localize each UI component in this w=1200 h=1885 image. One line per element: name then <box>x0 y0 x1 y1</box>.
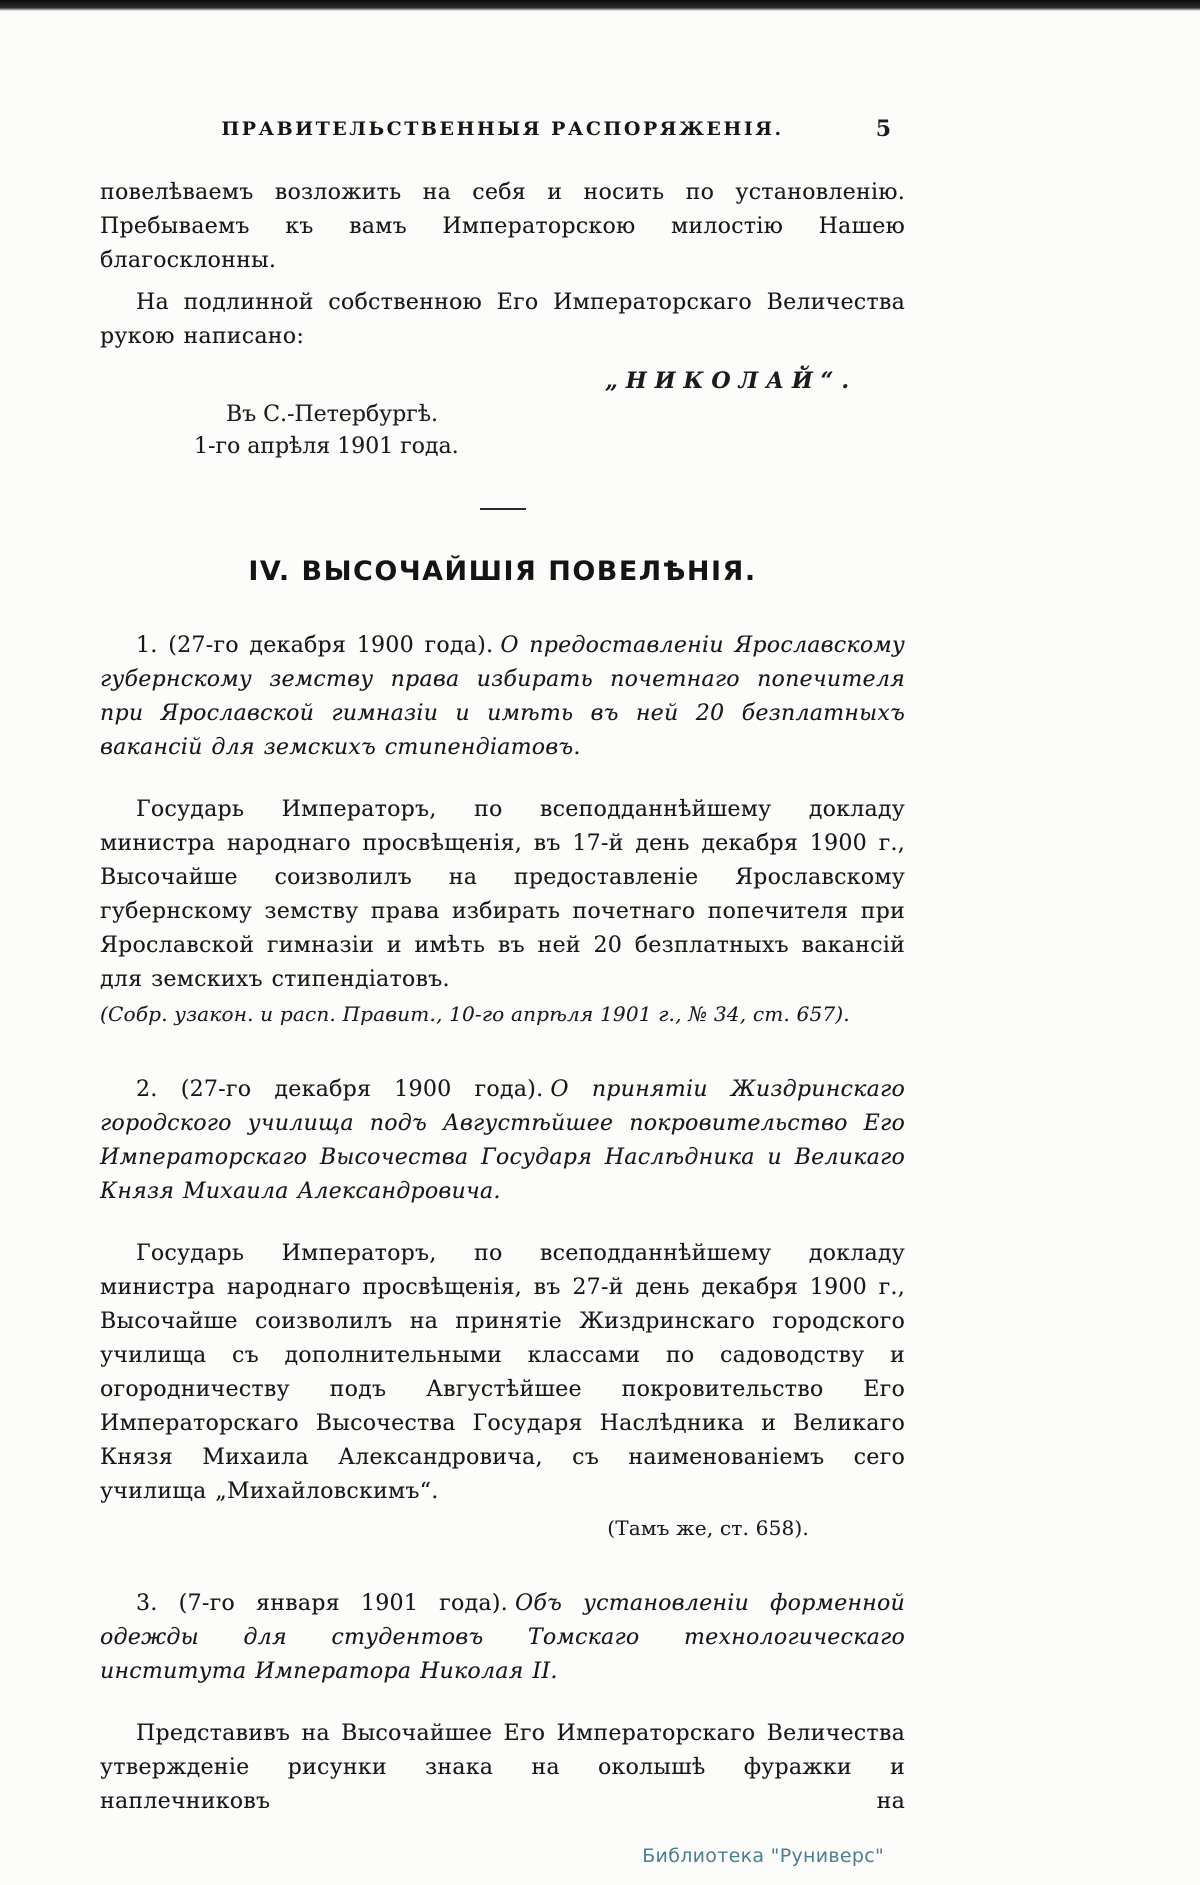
decree-title: О принятіи Жиздринскаго городского училища подъ Августѣйшее покровительство Его Императорскаго Высочества Государя Наслѣдника и Великаго Князя Михаила Александровича. <box>100 1077 905 1204</box>
decree-title: Объ установленіи форменной одежды для студентовъ Томскаго технологическаго института Императора Николая II. <box>100 1591 905 1684</box>
decree-item <box>100 1073 905 1545</box>
paragraph-attestation: На подлинной собственною Его Императорскаго Величества рукою написано: <box>100 290 905 349</box>
decree-reference: (Тамъ же, ст. 658). <box>607 1516 809 1540</box>
decree-body: Представивъ на Высочайшее Его Императорскаго Величества утвержденіе рисунки знака на околышѣ фуражки и наплечниковъ на <box>100 1721 905 1814</box>
decree-heading <box>100 629 905 765</box>
imperial-signature: „НИКОЛАЙ“. <box>605 368 857 394</box>
decree-body: Государь Императоръ, по всеподданнѣйшему докладу министра народнаго просвѣщенія, въ 27-й день декабря 1900 г., Высочайше соизволилъ на принятіе Жиздринскаго городского училища съ дополнительными классами по садоводству и огородничеству подъ Августѣйшее покровительство Его Императорскаго Высочества Государя Наслѣдника и Великаго Князя Михаила Александровича, съ наименованіемъ сего училища „Михайловскимъ“. <box>100 1241 905 1504</box>
place-line: Въ С.-Петербургѣ. <box>226 402 438 427</box>
section-heading: IV. ВЫСОЧАЙШІЯ ПОВЕЛѢНІЯ. <box>248 556 757 587</box>
decree-body: Государь Императоръ, по всеподданнѣйшему докладу министра народнаго просвѣщенія, въ 17-й день декабря 1900 г., Высочайше соизволилъ на предоставленіе Ярославскому губернскому земству права избирать почетнаго попечителя при Ярославской гимназіи и имѣть въ ней 20 безплатныхъ вакансій для земскихъ стипендіатовъ. <box>100 797 905 992</box>
decree-item <box>100 629 905 1031</box>
date-line: 1-го апрѣля 1901 года. <box>194 434 459 459</box>
decree-item <box>100 1587 905 1819</box>
scan-edge-artifact <box>0 0 1200 11</box>
decree-lead: 1. (27-го декабря 1900 года). <box>136 633 494 658</box>
decree-heading <box>100 1073 905 1209</box>
decree-title: О предоставленіи Ярославскому губернскому земству права избирать почетнаго попечителя при Ярославской гимназіи и имѣть въ ней 20 безплатныхъ вакансій для земскихъ стипендіатовъ. <box>100 633 905 760</box>
paragraph-continuation: повелѣваемъ возложить на себя и носить по установленію. Пребываемъ къ вамъ Императорскою милостію Нашею благосклонны. <box>100 180 905 273</box>
section-divider <box>480 508 526 510</box>
running-head <box>100 118 905 144</box>
running-title: ПРАВИТЕЛЬСТВЕННЫЯ РАСПОРЯЖЕНІЯ. <box>221 118 784 140</box>
decree-reference: (Собр. узакон. и расп. Правит., 10-го апрѣля 1901 г., № 34, ст. 657). <box>100 1002 850 1026</box>
decree-lead: 3. (7-го января 1901 года). <box>136 1591 508 1616</box>
text-block <box>0 118 1200 1819</box>
decree-lead: 2. (27-го декабря 1900 года). <box>136 1077 544 1102</box>
library-watermark: Библиотека "Руниверс" <box>642 1845 884 1867</box>
decree-heading <box>100 1587 905 1689</box>
page-number: 5 <box>875 116 891 142</box>
